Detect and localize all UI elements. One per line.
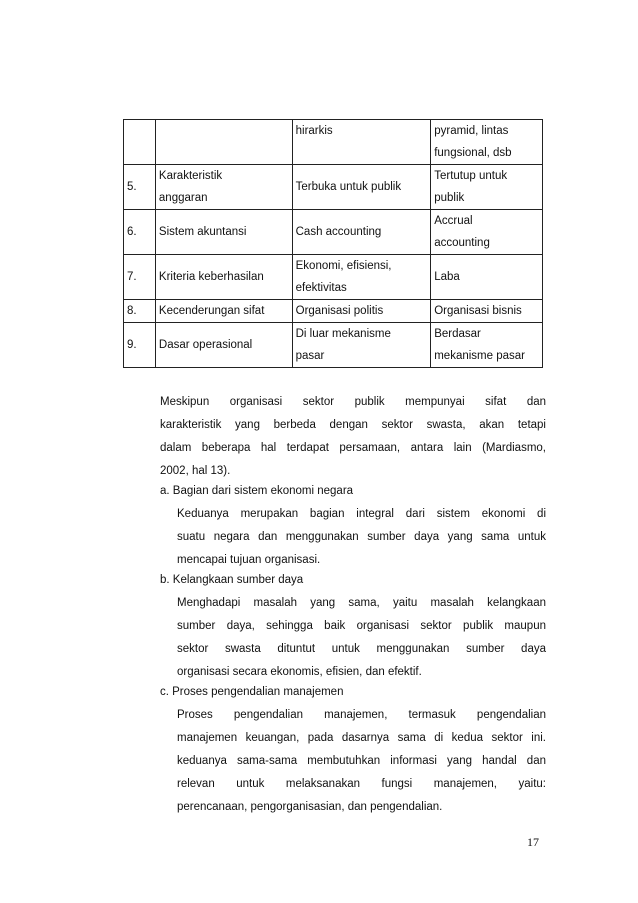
paragraph-line: dalam beberapa hal terdapat persamaan, antara lain (Mardiasmo, (160, 442, 546, 454)
paragraph-line: Meskipun organisasi sektor publik mempunyai sifat dan (160, 396, 546, 408)
aspect-cell (155, 210, 292, 255)
paragraph-line: manajemen keuangan, pada dasarnya sama di kedua sektor ini. (177, 732, 546, 744)
list-item-label: a. Bagian dari sistem ekonomi negara (160, 485, 354, 497)
paragraph-line: sektor swasta dituntut untuk menggunakan sumber daya (177, 643, 546, 655)
row-number: 5. (124, 165, 156, 210)
cell-line: Kecenderungan sifat (158, 305, 265, 317)
cell-line: Accrual (434, 215, 473, 227)
public-sector-cell (292, 210, 431, 255)
paragraph-line: perencanaan, pengorganisasian, dan pengendalian. (177, 801, 443, 813)
table-row (124, 120, 543, 165)
cell-line: efektivitas (295, 282, 347, 294)
cell-line: Ekonomi, efisiensi, (295, 260, 392, 272)
paragraph-line: Menghadapi masalah yang sama, yaitu masalah kelangkaan (177, 597, 546, 609)
cell-line: anggaran (158, 192, 208, 204)
table-row (124, 323, 543, 368)
table-row (124, 165, 543, 210)
paragraph-line: relevan untuk melaksanakan fungsi manajemen, yaitu: (177, 778, 546, 790)
list-item-body (177, 503, 546, 572)
cell-line: Di luar mekanisme (295, 328, 391, 340)
private-sector-cell (431, 255, 543, 300)
paragraph-line: Proses pengendalian manajemen, termasuk pengendalian (177, 709, 546, 721)
cell-line: Berdasar (434, 328, 481, 340)
paragraph-line: karakteristik yang berbeda dengan sektor swasta, akan tetapi (160, 419, 546, 431)
public-sector-cell (292, 255, 431, 300)
table-row (124, 300, 543, 323)
list-item-label: c. Proses pengendalian manajemen (160, 686, 344, 698)
aspect-cell (155, 165, 292, 210)
row-number: 7. (124, 255, 156, 300)
cell-line: Tertutup untuk (434, 170, 508, 182)
cell-line: Dasar operasional (158, 339, 253, 351)
private-sector-cell (431, 165, 543, 210)
paragraph-line: suatu negara dan menggunakan sumber daya yang sama untuk (177, 531, 546, 543)
cell-line: accounting (434, 237, 490, 249)
cell-line: Laba (434, 271, 460, 283)
table-row (124, 210, 543, 255)
paragraph-line: sumber daya, sehingga baik organisasi sektor publik maupun (177, 620, 546, 632)
list-item-body (177, 704, 546, 819)
list-item-body (177, 592, 546, 684)
table-row (124, 255, 543, 300)
aspect-cell (155, 255, 292, 300)
paragraph-line: 2002, hal 13). (160, 465, 231, 477)
cell-line: fungsional, dsb (434, 147, 512, 159)
paragraph-line: organisasi secara ekonomis, efisien, dan efektif. (177, 666, 422, 678)
row-number: 6. (124, 210, 156, 255)
private-sector-cell (431, 120, 543, 165)
cell-line: Kriteria keberhasilan (158, 271, 264, 283)
cell-line: hirarkis (295, 125, 333, 137)
public-sector-cell (292, 300, 431, 323)
list-item-label: b. Kelangkaan sumber daya (160, 574, 304, 586)
paragraph-line: mencapai tujuan organisasi. (177, 554, 321, 566)
public-sector-cell (292, 120, 431, 165)
cell-line: Sistem akuntansi (158, 226, 247, 238)
private-sector-cell (431, 323, 543, 368)
cell-line: Cash accounting (295, 226, 382, 238)
aspect-cell (155, 120, 292, 165)
comparison-table (123, 119, 543, 368)
cell-line: publik (434, 192, 465, 204)
cell-line: Organisasi bisnis (434, 305, 522, 317)
row-number (124, 120, 156, 165)
cell-line: Terbuka untuk publik (295, 181, 402, 193)
public-sector-cell (292, 323, 431, 368)
public-sector-cell (292, 165, 431, 210)
cell-line: mekanisme pasar (434, 350, 525, 362)
cell-line: Organisasi politis (295, 305, 384, 317)
private-sector-cell (431, 210, 543, 255)
page-number: 17 (527, 835, 539, 849)
intro-paragraph (160, 391, 546, 483)
row-number: 8. (124, 300, 156, 323)
paragraph-line: Keduanya merupakan bagian integral dari sistem ekonomi di (177, 508, 546, 520)
paragraph-line: keduanya sama-sama membutuhkan informasi yang handal dan (177, 755, 546, 767)
private-sector-cell (431, 300, 543, 323)
cell-line: Karakteristik (158, 170, 223, 182)
cell-line: pasar (295, 350, 325, 362)
aspect-cell (155, 323, 292, 368)
aspect-cell (155, 300, 292, 323)
cell-line: pyramid, lintas (434, 125, 509, 137)
row-number: 9. (124, 323, 156, 368)
